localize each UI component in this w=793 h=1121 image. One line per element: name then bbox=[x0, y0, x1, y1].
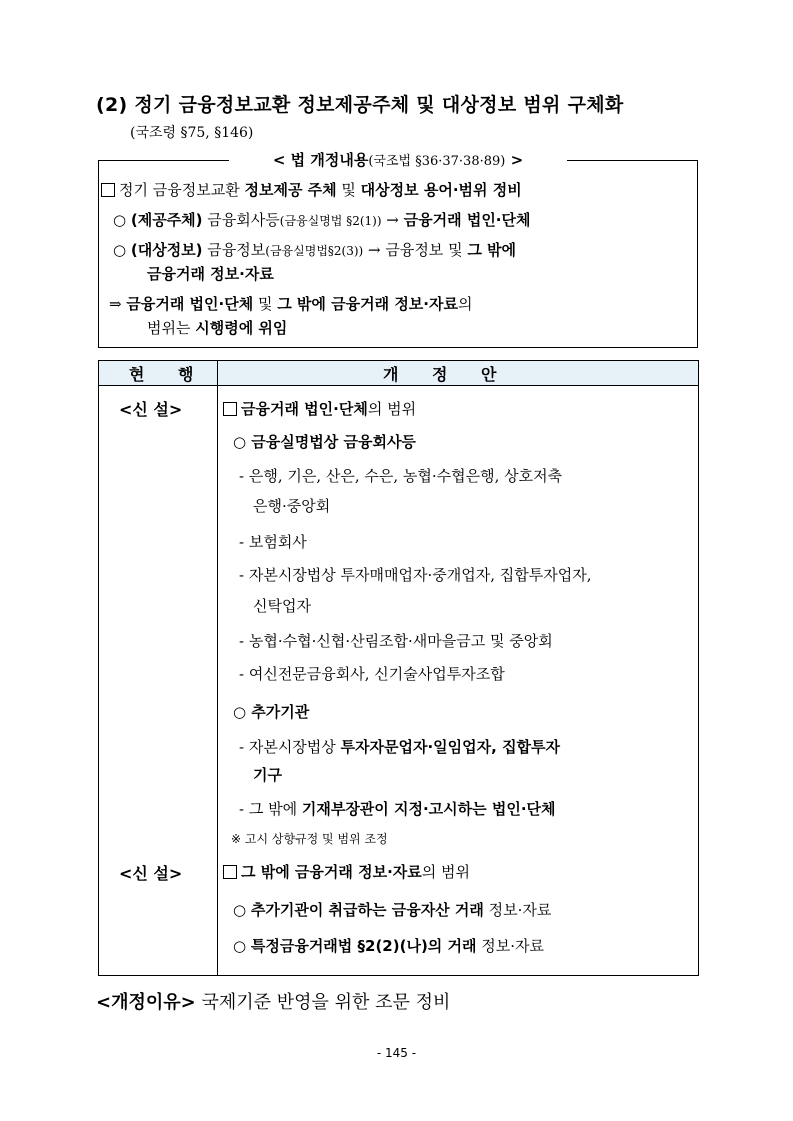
revised-r14 bbox=[233, 935, 544, 956]
revised-r1-bold: 금융거래 법인·단체 bbox=[241, 400, 368, 418]
revised-r3-cont: 은행·중앙회 bbox=[253, 497, 331, 515]
amendment-summary-box bbox=[98, 151, 698, 348]
summary-line-1-bold-2: 대상정보 용어·범위 정비 bbox=[360, 181, 522, 199]
column-divider bbox=[217, 361, 218, 975]
revised-r6: - 농협·수협·신협·산림조합·새마을금고 및 중앙회 bbox=[239, 632, 553, 650]
summary-line-4-cont bbox=[147, 317, 287, 338]
column-header-current: 현 행 bbox=[129, 365, 208, 384]
summary-line-4-cont-text: 범위는 bbox=[147, 319, 196, 337]
revised-r9 bbox=[239, 736, 560, 757]
checkbox-square-icon bbox=[101, 183, 115, 197]
revised-r13 bbox=[233, 899, 551, 920]
summary-line-2-arrow: → bbox=[381, 211, 404, 229]
revised-section-2-heading bbox=[223, 861, 470, 882]
column-header-revised: 개 정 안 bbox=[383, 365, 511, 384]
revised-r2-bold: ○ 금융실명법상 금융회사등 bbox=[233, 433, 416, 451]
page-title: (2) 정기 금융정보교환 정보제공주체 및 대상정보 범위 구체화 bbox=[96, 94, 624, 116]
summary-line-3-ref: (금융실명법§2(3)) bbox=[265, 244, 364, 258]
revised-r13-bold: 추가기관이 취급하는 금융자산 거래 bbox=[250, 901, 484, 919]
summary-line-4 bbox=[109, 293, 472, 314]
revised-r13-text: 정보·자료 bbox=[483, 901, 552, 919]
bullet: ○ bbox=[233, 901, 251, 919]
summary-line-3-text-1: 금융정보 bbox=[202, 241, 266, 259]
summary-line-4-text-2: 의 bbox=[457, 295, 473, 313]
revised-r9-cont-bold: 기구 bbox=[253, 766, 282, 784]
page-subtitle: (국조령 §75, §146) bbox=[130, 125, 254, 141]
revised-r3: - 은행, 기은, 산은, 수은, 농협·수협은행, 상호저축 bbox=[239, 467, 563, 485]
summary-line-1-bold-1: 정보제공 주체 bbox=[244, 181, 337, 199]
reason-label: <개정이유> bbox=[96, 992, 196, 1013]
revised-r5: - 자본시장법상 투자매매업자·중개업자, 집합투자업자, bbox=[239, 566, 592, 584]
revised-r5-cont: 신탁업자 bbox=[253, 597, 311, 615]
revised-note: ※ 고시 상향규정 및 범위 조정 bbox=[231, 832, 388, 846]
revised-r1-text: 의 범위 bbox=[367, 400, 417, 418]
summary-title-ref: (국조법 §36·37·38·89) bbox=[368, 154, 506, 169]
summary-line-3-bold-1: (대상정보) bbox=[130, 241, 203, 259]
revised-r9-text: - 자본시장법상 bbox=[239, 738, 341, 756]
summary-line-4-bold-2: 그 밖에 금융거래 정보·자료 bbox=[277, 295, 458, 313]
revised-r8-bold: ○ 추가기관 bbox=[233, 703, 310, 721]
summary-title bbox=[229, 149, 567, 170]
revised-r8 bbox=[233, 701, 309, 722]
summary-line-1-prefix: 정기 금융정보교환 bbox=[119, 181, 245, 199]
summary-line-3-cont bbox=[147, 263, 274, 284]
summary-line-1 bbox=[101, 179, 522, 200]
summary-line-2-bold-2: 금융거래 법인·단체 bbox=[403, 211, 531, 229]
summary-line-4-bold-1: 금융거래 법인·단체 bbox=[126, 295, 254, 313]
revised-r9-bold: 투자자문업자·일임업자, 집합투자 bbox=[340, 738, 561, 756]
summary-line-3 bbox=[113, 239, 516, 260]
bullet: ○ bbox=[113, 211, 131, 229]
revised-r14-text: 정보·자료 bbox=[476, 937, 544, 955]
implies-arrow: ⇒ bbox=[109, 295, 127, 313]
bullet: ○ bbox=[113, 241, 131, 259]
revised-r10-bold: 기재부장관이 지정·고시하는 법인·단체 bbox=[301, 800, 556, 818]
summary-line-3-bold-2: 그 밖에 bbox=[467, 241, 517, 259]
summary-line-3-text-2: → 금융정보 및 bbox=[363, 241, 468, 259]
reason-text: 국제기준 반영을 위한 조문 정비 bbox=[195, 992, 451, 1013]
summary-line-2-ref: (금융실명법 §2(1)) bbox=[279, 214, 382, 228]
summary-line-4-cont-bold: 시행령에 위임 bbox=[195, 319, 288, 337]
revised-r2 bbox=[233, 431, 416, 452]
revised-r4: - 보험회사 bbox=[239, 533, 307, 551]
revised-r12-bold: 그 밖에 금융거래 정보·자료 bbox=[241, 863, 422, 881]
summary-title-end: > bbox=[505, 151, 524, 169]
current-label-new-1: <신 설> bbox=[119, 400, 183, 419]
revised-r9-cont bbox=[253, 764, 282, 785]
bullet: ○ bbox=[233, 937, 251, 955]
summary-title-main: < 법 개정내용 bbox=[272, 151, 369, 169]
summary-line-3-cont-bold: 금융거래 정보·자료 bbox=[147, 265, 274, 283]
checkbox-square-icon bbox=[223, 865, 237, 879]
revised-r10-text: - 그 밖에 bbox=[239, 800, 302, 818]
revised-r10 bbox=[239, 798, 556, 819]
current-label-new-2: <신 설> bbox=[119, 864, 183, 883]
summary-line-2-bold-1: (제공주체) bbox=[130, 211, 203, 229]
revised-r14-bold: 특정금융거래법 §2(2)(나)의 거래 bbox=[250, 937, 477, 955]
summary-line-2 bbox=[113, 209, 530, 230]
summary-line-1-mid: 및 bbox=[336, 181, 361, 199]
page-number: - 145 - bbox=[376, 1046, 417, 1060]
summary-line-2-text-1: 금융회사등 bbox=[202, 211, 280, 229]
revised-section-1-heading bbox=[223, 398, 416, 419]
checkbox-square-icon bbox=[223, 402, 237, 416]
amendment-reason bbox=[96, 988, 450, 1014]
revised-r7: - 여신전문금융회사, 신기술사업투자조합 bbox=[239, 665, 505, 683]
summary-line-4-text-1: 및 bbox=[253, 295, 278, 313]
comparison-table bbox=[98, 360, 699, 976]
revised-r12-text: 의 범위 bbox=[421, 863, 471, 881]
